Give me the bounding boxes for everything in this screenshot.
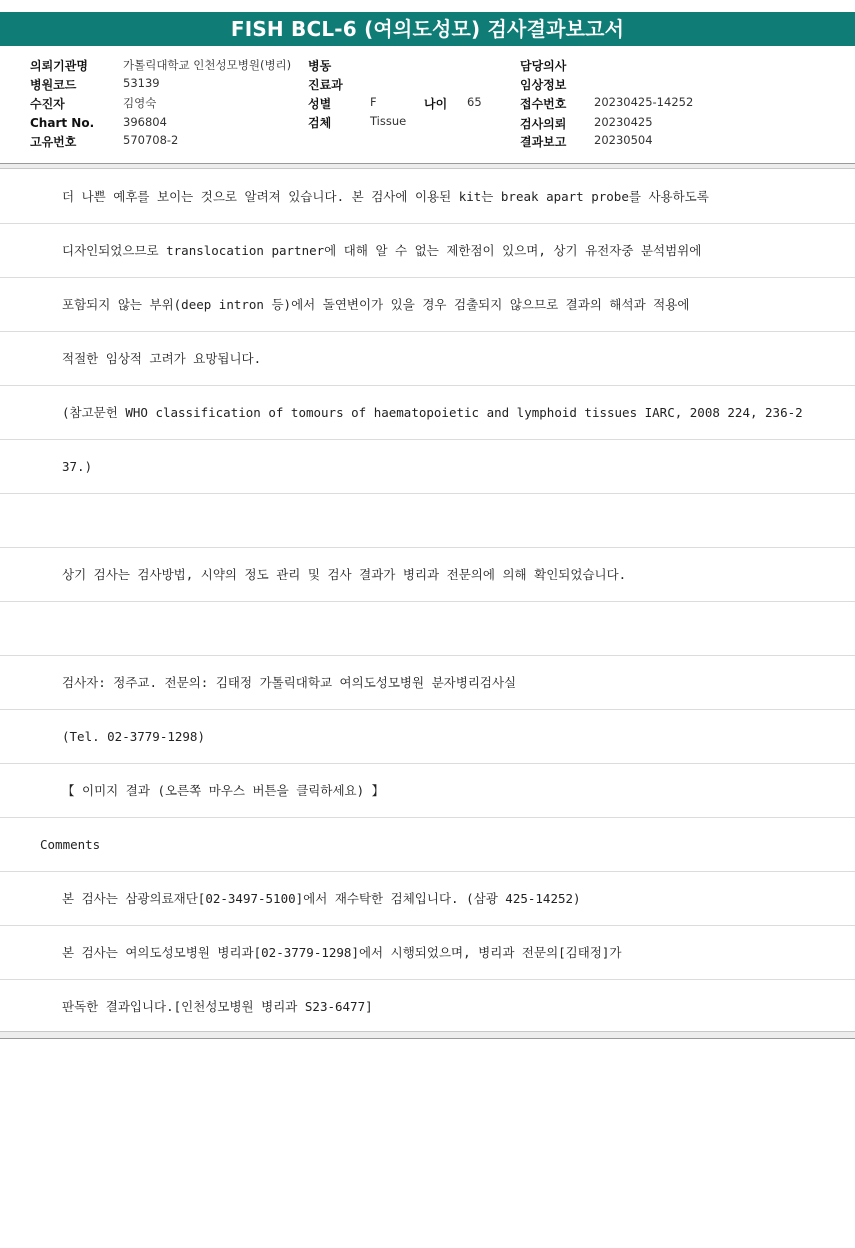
report-line <box>0 386 855 440</box>
doctor-label: 담당의사 <box>520 59 567 73</box>
report-line <box>0 710 855 764</box>
sex-value: F <box>370 95 377 109</box>
report-line <box>0 170 855 224</box>
unique-no-value: 570708-2 <box>123 133 179 147</box>
report-line-text: (Tel. 02-3779-1298) <box>62 729 205 744</box>
report-line <box>0 548 855 602</box>
institution-label: 의뢰기관명 <box>30 59 88 73</box>
report-line <box>0 278 855 332</box>
report-line-text: 상기 검사는 검사방법, 시약의 정도 관리 및 검사 결과가 병리과 전문의에 의해 확인되었습니다. <box>62 567 627 582</box>
report-line <box>0 332 855 386</box>
age-label: 나이 <box>424 97 448 111</box>
comments-heading: Comments <box>40 837 101 852</box>
chart-no-label: Chart No. <box>30 116 95 130</box>
report-title: FISH BCL-6 (여의도성모) 검사결과보고서 <box>0 12 855 46</box>
report-line <box>0 656 855 710</box>
patient-label: 수진자 <box>30 97 65 111</box>
patient-value: 김영숙 <box>123 96 157 110</box>
report-line-text: 디자인되었으므로 translocation partner에 대해 알 수 없는 제한점이 있으며, 상기 유전자중 분석범위에 <box>62 243 702 258</box>
department-label: 진료과 <box>308 78 343 92</box>
report-line-text <box>0 513 62 528</box>
unique-no-label: 고유번호 <box>30 135 77 149</box>
hospital-code-value: 53139 <box>123 76 160 90</box>
report-line <box>0 980 855 1033</box>
comments-heading-line <box>0 818 855 872</box>
clinical-info-label: 임상정보 <box>520 78 567 92</box>
hospital-code-label: 병원코드 <box>30 78 77 92</box>
image-result-line[interactable] <box>0 764 855 818</box>
report-line-text: 본 검사는 여의도성모병원 병리과[02-3779-1298]에서 시행되었으며, 병리과 전문의[김태정]가 <box>62 945 622 960</box>
report-line <box>0 494 855 548</box>
specimen-value: Tissue <box>370 114 407 128</box>
report-line-text: 더 나쁜 예후를 보이는 것으로 알려져 있습니다. 본 검사에 이용된 kit는 break apart probe를 사용하도록 <box>62 189 709 204</box>
institution-value: 가톨릭대학교 인천성모병원(병리) <box>123 58 292 72</box>
footer-divider <box>0 1031 855 1039</box>
report-line-text: 적절한 임상적 고려가 요망됩니다. <box>62 351 262 366</box>
report-date-label: 결과보고 <box>520 135 567 149</box>
ward-label: 병동 <box>308 59 332 73</box>
report-line <box>0 440 855 494</box>
report-line <box>0 224 855 278</box>
report-line-text: 포함되지 않는 부위(deep intron 등)에서 돌연변이가 있을 경우 검출되지 않으므로 결과의 해석과 적용에 <box>62 297 690 312</box>
report-header <box>0 54 855 154</box>
report-line-text <box>0 621 62 636</box>
image-result-text[interactable]: 【 이미지 결과 (오른쪽 마우스 버튼을 클릭하세요) 】 <box>62 783 385 798</box>
report-body <box>0 170 855 1033</box>
report-line-text: (참고문헌 WHO classification of tomours of haematopoietic and lymphoid tissues IARC, 2008 224, 236-2 <box>62 405 803 420</box>
report-line-text: 37.) <box>62 459 93 474</box>
report-line-text: 검사자: 정주교. 전문의: 김태정 가톨릭대학교 여의도성모병원 분자병리검사실 <box>62 675 517 690</box>
report-line-text: 본 검사는 삼광의료재단[02-3497-5100]에서 재수탁한 검체입니다. (삼광 425-14252) <box>62 891 581 906</box>
age-value: 65 <box>467 95 482 109</box>
request-date-label: 검사의뢰 <box>520 117 567 131</box>
request-date-value: 20230425 <box>594 115 653 129</box>
chart-no-value: 396804 <box>123 115 167 129</box>
header-divider <box>0 163 855 169</box>
report-line <box>0 926 855 980</box>
report-line-text: 판독한 결과입니다.[인천성모병원 병리과 S23-6477] <box>62 999 373 1014</box>
report-date-value: 20230504 <box>594 133 653 147</box>
receipt-no-value: 20230425-14252 <box>594 95 694 109</box>
specimen-label: 검체 <box>308 116 332 130</box>
report-line <box>0 872 855 926</box>
report-line <box>0 602 855 656</box>
receipt-no-label: 접수번호 <box>520 97 567 111</box>
sex-label: 성별 <box>308 97 332 111</box>
